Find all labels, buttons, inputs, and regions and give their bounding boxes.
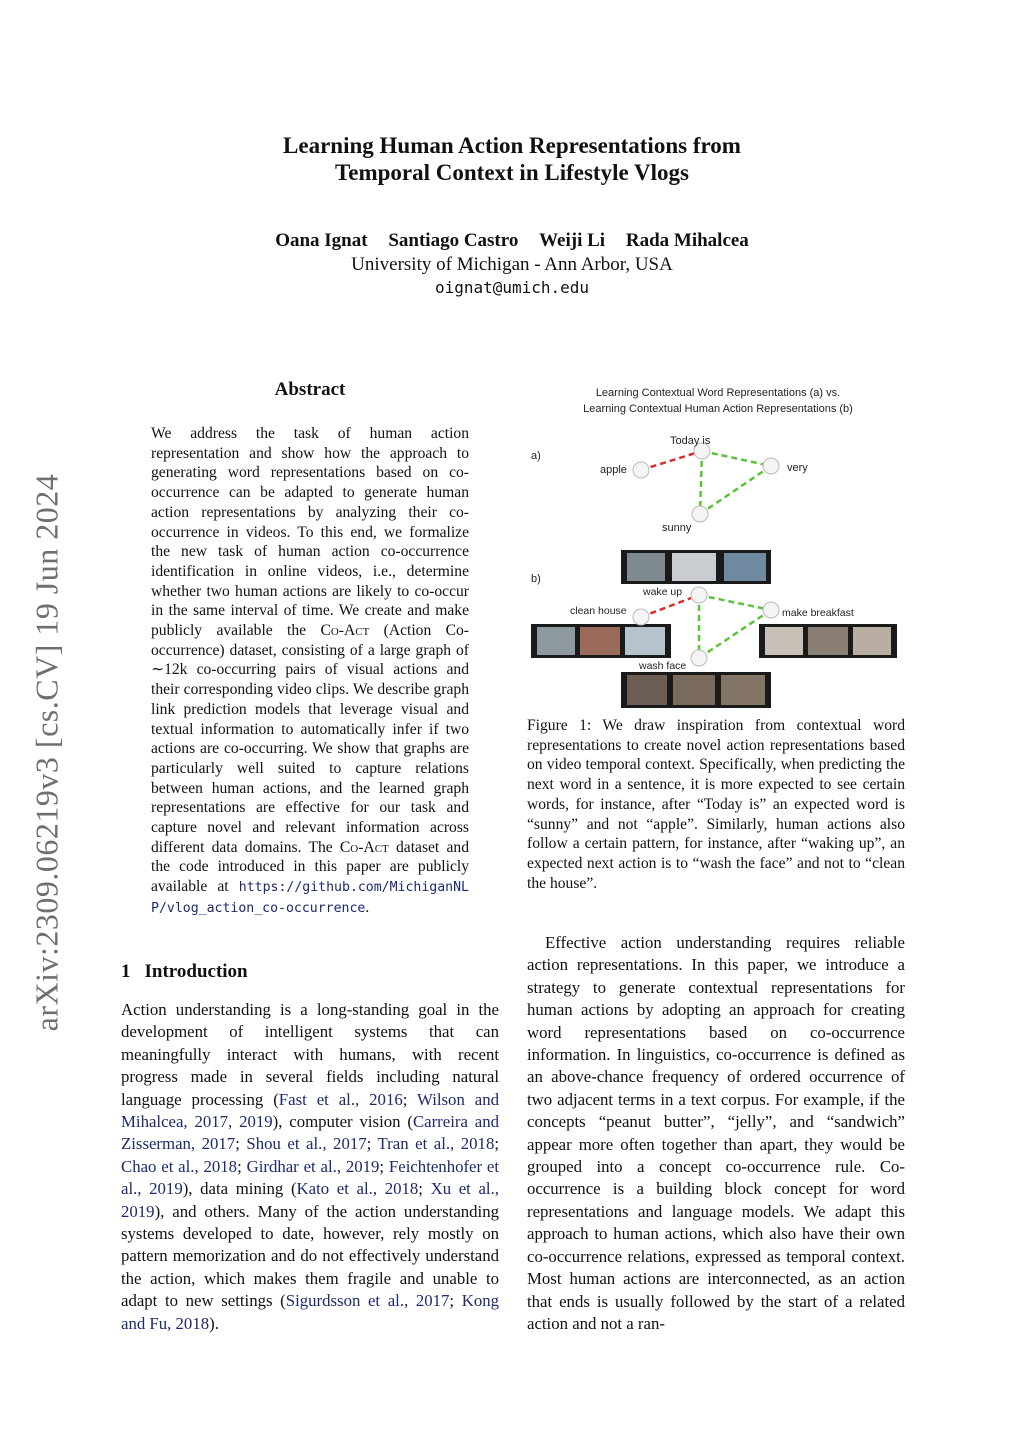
- citation-link[interactable]: Carreira and Zisserman, 2017: [121, 1112, 499, 1154]
- node-label: wash face: [639, 660, 687, 672]
- node-wash-face: [691, 650, 707, 666]
- video-clip-clean-house: [531, 624, 671, 658]
- video-clip-make-breakfast: [759, 624, 897, 658]
- author: Weiji Li: [539, 230, 606, 251]
- node-sunny: [692, 506, 708, 522]
- abstract-text: dataset and the code introduced in this paper are publicly available at: [151, 838, 469, 896]
- dataset-name: Co-Act: [320, 622, 370, 640]
- panel-b-label: b): [531, 573, 541, 585]
- citation-link[interactable]: Fast et al., 2016: [278, 1089, 403, 1109]
- citation-link[interactable]: Kong and Fu, 2018: [121, 1291, 500, 1333]
- video-clip-wake-up: [621, 550, 771, 584]
- section-heading: [121, 961, 248, 983]
- citation-link[interactable]: Girdhar et al., 2019: [246, 1156, 380, 1176]
- node-label: Today is: [670, 435, 711, 447]
- positive-edge: [702, 451, 771, 466]
- body-text: ;: [402, 1089, 418, 1109]
- figure-1: [527, 380, 905, 712]
- dataset-name: Co-Act: [339, 838, 389, 856]
- author: Rada Mihalcea: [625, 230, 749, 251]
- node-apple: [633, 462, 649, 478]
- body-text: ;: [418, 1179, 431, 1199]
- positive-edge: [700, 466, 771, 514]
- title-line-2: Temporal Context in Lifestyle Vlogs: [335, 160, 689, 185]
- node-label: sunny: [662, 522, 692, 534]
- affiliation: University of Michigan - Ann Arbor, USA: [351, 254, 673, 275]
- body-text: ;: [449, 1291, 462, 1311]
- node-label: make breakfast: [782, 607, 854, 619]
- section-number: 1: [121, 961, 131, 982]
- figure-caption: Figure 1: We draw inspiration from contextual word representations to create novel action representations based on video temporal context. Specifically, when predicting the next word in a sentence, it is more expected to see certain words, for instance, after “Today is” an expected word is “sunny” and not “apple”. Similarly, human actions also follow a certain pattern, for instance, after “waking up”, an expected next action is to “wash the face” and not to “clean the house”.: [527, 717, 905, 892]
- body-text: ).: [209, 1313, 219, 1333]
- citation-link[interactable]: Xu et al., 2019: [121, 1179, 499, 1221]
- node-wake-up: [691, 587, 707, 603]
- citation-link[interactable]: Feichtenhofer et al., 2019: [121, 1156, 500, 1199]
- figure-title-line-1: Learning Contextual Word Representations (a) vs.: [595, 387, 841, 399]
- figure-title-line-2: Learning Contextual Human Action Representations (b): [583, 403, 853, 415]
- node-label: wake up: [643, 586, 683, 598]
- body-text: ), and others. Many of the action understanding systems developed to date, however, rely mostly on pattern memorization and do not effectively understand the action, which makes them fragile and unable to adapt to new settings (: [121, 1201, 499, 1311]
- citation-link[interactable]: Wilson and Mihalcea, 2017, 2019: [121, 1089, 499, 1132]
- arxiv-stamp: [18, 452, 76, 1052]
- citation-link[interactable]: Kato et al., 2018: [296, 1179, 419, 1199]
- paper-title: [200, 132, 824, 186]
- citation-link[interactable]: Chao et al., 2018: [121, 1156, 238, 1176]
- intro-paragraph: [121, 999, 499, 1335]
- body-text: Action understanding is a long-standing goal in the development of intelligent systems that can meaningfully interact with humans, with recent progress made in several fields including natural language processing (: [121, 1000, 499, 1109]
- intro-paragraph-2: Effective action understanding requires reliable action representations. In this paper, we introduce a strategy to generate contextual representations for human actions by adopting an approach for creating word representations based on co-occurrence information. In linguistics, co-occurrence is defined as an above-chance frequency of ordered occurrence of two adjacent terms in a text corpus. For example, if the concepts “peanut butter”, “jelly”, and “sandwich” appear more often together than apart, they would be grouped into a concept co-occurrence rule. Co-occurrence is a building block concept for word representations and language models. We adapt this approach to human actions, which also have their own co-occurrence relations, expressed as temporal context. Most human actions are interconnected, as an action that ends is usually followed by the start of a related action and not a ran-: [527, 933, 905, 1333]
- body-text: ;: [379, 1156, 389, 1176]
- body-text: ;: [235, 1134, 247, 1154]
- citation-link[interactable]: Sigurdsson et al., 2017: [285, 1291, 450, 1311]
- body-text: ), computer vision (: [272, 1112, 413, 1132]
- body-text: ), data mining (: [182, 1179, 297, 1199]
- positive-edge: [699, 595, 771, 610]
- github-link[interactable]: https://github.com/MichiganNLP/vlog_action_co-occurrence: [151, 880, 469, 916]
- author-list: [200, 229, 824, 253]
- body-text: ;: [494, 1134, 500, 1154]
- node-make-breakfast: [763, 602, 779, 618]
- panel-a-label: a): [531, 450, 541, 462]
- negative-edge: [641, 595, 699, 617]
- section-title: Introduction: [144, 961, 248, 982]
- video-clip-wash-face: [621, 672, 771, 708]
- negative-edge: [641, 451, 702, 470]
- author: Santiago Castro: [388, 230, 519, 251]
- node-label: very: [787, 462, 808, 474]
- title-line-1: Learning Human Action Representations from: [283, 133, 741, 158]
- arxiv-stamp-text: arXiv:2309.06219v3 [cs.CV] 19 Jun 2024: [28, 473, 65, 1031]
- body-text: ;: [237, 1156, 247, 1176]
- abstract-text: .: [365, 898, 370, 916]
- citation-link[interactable]: Shou et al., 2017: [246, 1134, 367, 1154]
- abstract-heading: Abstract: [274, 379, 346, 400]
- node-very: [763, 458, 779, 474]
- abstract-body: [151, 424, 469, 919]
- positive-edge: [700, 451, 702, 514]
- author: Oana Ignat: [275, 230, 368, 251]
- author-email[interactable]: oignat@umich.edu: [434, 278, 590, 297]
- node-clean-house: [633, 609, 649, 625]
- node-label: clean house: [570, 605, 627, 617]
- node-label: apple: [600, 464, 627, 476]
- abstract-text: (Action Co-occurrence) dataset, consisting of a large graph of ∼12k co-occurring pairs of visual actions and their corresponding video clips. We describe graph link prediction models that leverage visual and textual information to automatically infer if two actions are co-occurring. We show that graphs are particularly well suited to capture relations between human actions, and the learned graph representations are effective for our task and capture novel and relevant information across different data domains. The: [151, 622, 469, 856]
- body-text: ;: [366, 1134, 378, 1154]
- citation-link[interactable]: Tran et al., 2018: [377, 1134, 495, 1154]
- abstract-text: We address the task of human action representation and show how the approach to generating word representations based on co-occurrence can be adapted to generate human action representations by analyzing their co-occurrence in videos. To this end, we formalize the new task of human action co-occurrence identification in online videos, i.e., determine whether two human actions are likely to co-occur in the same interval of time. We create and make publicly available the: [151, 425, 469, 640]
